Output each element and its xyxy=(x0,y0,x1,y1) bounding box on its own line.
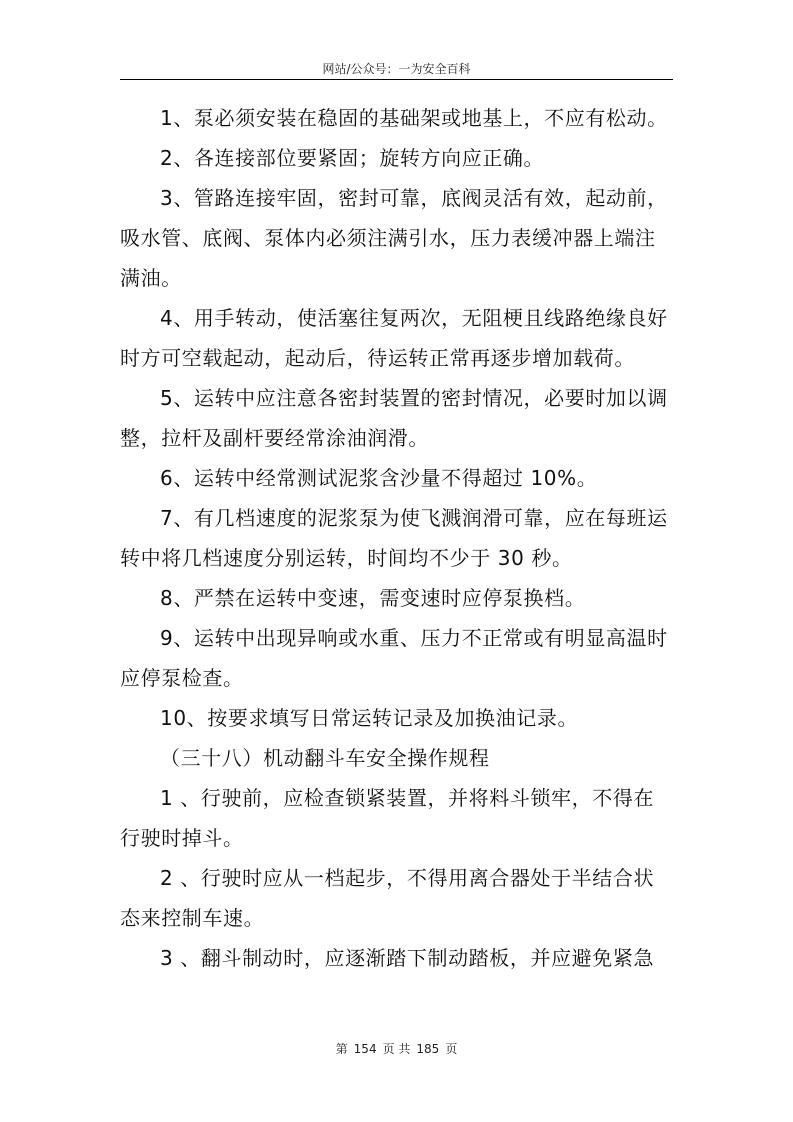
paragraph-13: 3 、翻斗制动时，应逐渐踏下制动踏板，并应避免紧急 xyxy=(160,946,655,970)
footer-suffix: 页 xyxy=(445,1042,458,1056)
footer-mid: 页 共 xyxy=(382,1042,411,1056)
section-heading: （三十八）机动翻斗车安全操作规程 xyxy=(160,746,490,770)
total-pages: 185 xyxy=(416,1042,440,1056)
header-divider xyxy=(120,79,673,80)
paragraph-7: 7、有几档速度的泥浆泵为使飞溅润滑可靠，应在每班运转中将几档速度分别运转，时间均不少于 30 秒。 xyxy=(120,506,668,570)
page-number: 154 xyxy=(353,1042,377,1056)
page-header: 网站/公众号：一为安全百科 xyxy=(322,62,471,76)
paragraph-2: 2、各连接部位要紧固；旋转方向应正确。 xyxy=(160,146,545,170)
paragraph-9: 9、运转中出现异响或水重、压力不正常或有明显高温时应停泵检查。 xyxy=(120,626,668,690)
paragraph-6: 6、运转中经常测试泥浆含沙量不得超过 10%。 xyxy=(160,466,598,490)
footer-prefix: 第 xyxy=(335,1042,348,1056)
paragraph-8: 8、严禁在运转中变速，需变速时应停泵换档。 xyxy=(160,586,586,610)
document-body xyxy=(120,98,673,978)
paragraph-3: 3、管路连接牢固，密封可靠，底阀灵活有效，起动前，吸水管、底阀、泵体内必须注满引水，压力表缓冲器上端注满油。 xyxy=(120,186,668,290)
paragraph-5: 5、运转中应注意各密封装置的密封情况，必要时加以调整，拉杆及副杆要经常涂油润滑。 xyxy=(120,386,668,450)
page-footer xyxy=(120,1042,673,1056)
paragraph-1: 1、泵必须安装在稳固的基础架或地基上，不应有松动。 xyxy=(160,106,668,130)
paragraph-10: 10、按要求填写日常运转记录及加换油记录。 xyxy=(160,706,579,730)
paragraph-4: 4、用手转动，使活塞往复两次，无阻梗且线路绝缘良好时方可空载起动，起动后，待运转正常再逐步增加载荷。 xyxy=(120,306,668,370)
paragraph-11: 1 、行驶前，应检查锁紧装置，并将料斗锁牢，不得在行驶时掉斗。 xyxy=(120,786,655,850)
paragraph-12: 2 、行驶时应从一档起步，不得用离合器处于半结合状态来控制车速。 xyxy=(120,866,655,930)
